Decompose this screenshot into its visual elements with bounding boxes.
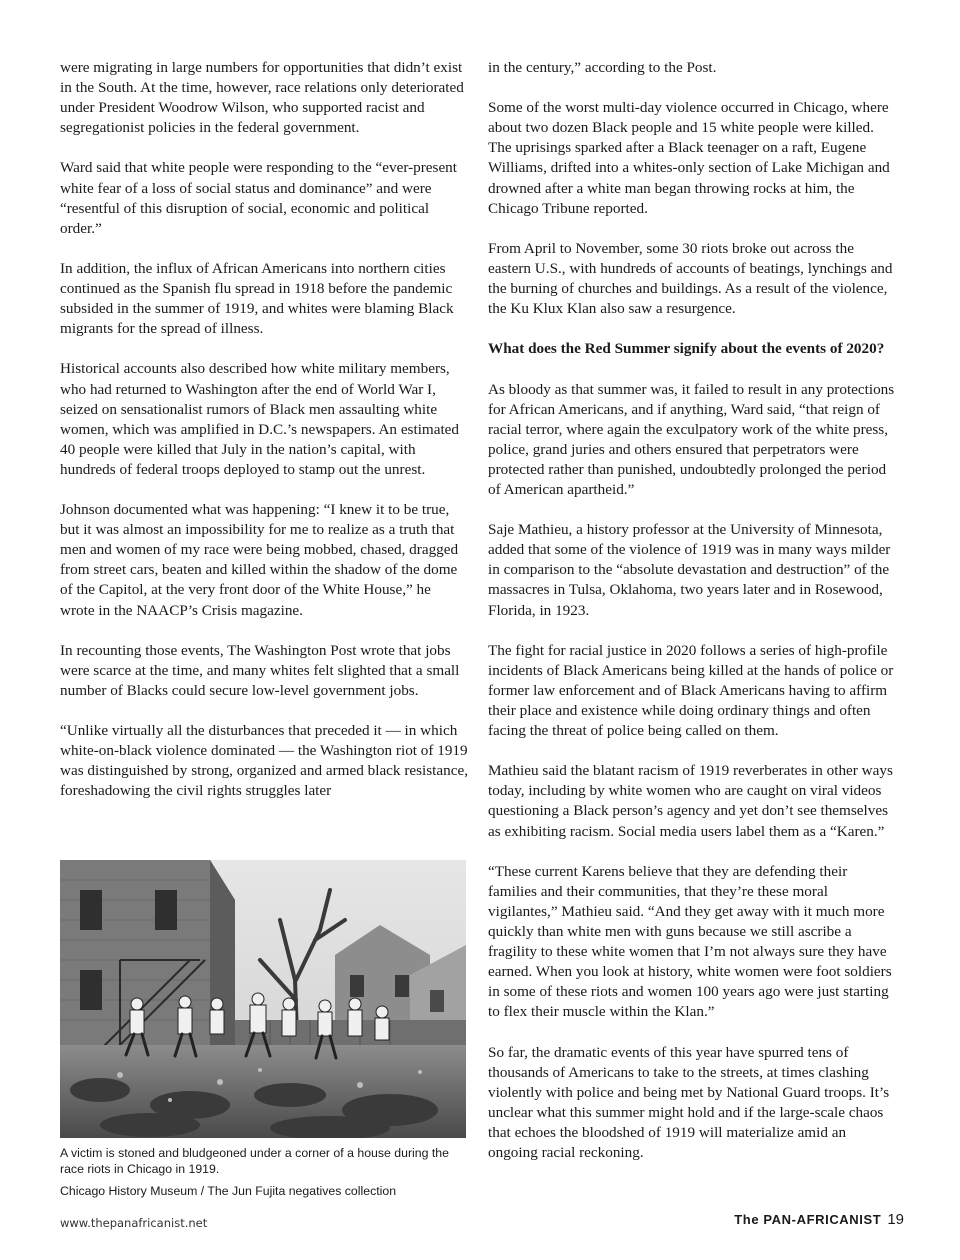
body-paragraph: Saje Mathieu, a history professor at the University of Minnesota, added that some of the violence of 1919 was in many ways milder in comparison to the “absolute devastation and destruction” of the massacres in Tulsa, Oklahoma, two years later and in Rosewood, Florida, in 1923.: [488, 521, 891, 619]
section-heading: What does the Red Summer signify about the events of 2020?: [488, 340, 885, 358]
body-paragraph: As bloody as that summer was, it failed to result in any protections for African Americans, and if anything, Ward said, “that reign of racial terror, where again the exculpatory work of the white press, police, grand juries and others ensured that perpetrators were protected rather than punished, undoubtedly prolonged the period of American apartheid.”: [488, 380, 895, 498]
riot-scene-image: [60, 860, 466, 1138]
body-paragraph: “Unlike virtually all the disturbances that preceded it — in which white-on-black violence dominated — the Washington riot of 1919 was distinguished by strong, organized and armed black resistance, foreshadowing the civil rights struggles later: [60, 722, 468, 800]
footer-url: www.thepanafricanist.net: [60, 1216, 208, 1230]
left-column: [60, 58, 468, 822]
body-paragraph: In recounting those events, The Washington Post wrote that jobs were scarce at the time, and many whites felt slighted that a small number of Blacks could secure low-level government jobs.: [60, 641, 460, 699]
photo-credit: Chicago History Museum / The Jun Fujita negatives collection: [60, 1184, 397, 1198]
page-number: 19: [887, 1211, 904, 1228]
body-paragraph: Ward said that white people were responding to the “ever-present white fear of a loss of social status and dominance” and were “resentful of this disruption of social, economic and political order.”: [60, 159, 457, 237]
magazine-name: The PAN-AFRICANIST: [734, 1212, 882, 1227]
body-paragraph: Historical accounts also described how white military members, who had returned to Washington after the end of World War I, seized on sensationalist rumors of Black men assaulting white women, which was amplified in D.C.’s newspapers. An estimated 40 people were killed that July in the nation’s capital, with hundreds of federal troops deployed to stamp out the unrest.: [60, 360, 460, 478]
body-paragraph: The fight for racial justice in 2020 follows a series of high-profile incidents of Black Americans being killed at the hands of police or former law enforcement and of Black Americans having to affirm their place and existence while doing ordinary things and often facing the threat of police being called on them.: [488, 641, 894, 740]
body-paragraph: From April to November, some 30 riots broke out across the eastern U.S., with hundreds of accounts of beatings, lynchings and the burning of churches and buildings. As a result of the violence, the Ku Klux Klan also saw a resurgence.: [488, 239, 893, 318]
footer-masthead: [734, 1211, 904, 1228]
right-column: [488, 58, 896, 1183]
body-paragraph: Some of the worst multi-day violence occurred in Chicago, where about two dozen Black people and 15 white people were killed. The uprisings sparked after a Black teenager on a raft, Eugene Williams, drifted into a whites-only section of Lake Michigan and drowned after a white man began throwing rocks at him, the Chicago Tribune reported.: [488, 99, 890, 217]
body-paragraph: were migrating in large numbers for opportunities that didn’t exist in the South. At the time, however, race relations only deteriorated under President Woodrow Wilson, who supported racist and segregationist policies in the federal government.: [60, 59, 464, 137]
body-paragraph: So far, the dramatic events of this year have spurred tens of thousands of Americans to take to the streets, at times clashing violently with police and being met by National Guard troops. It’s unclear what this summer might hold and if the large-scale chaos that echoes the bloodshed of 1919 will materialize amid an ongoing racial reckoning.: [488, 1043, 890, 1162]
body-paragraph: “These current Karens believe that they are defending their families and their communities, that they’re these moral vigilantes,” Mathieu said. “And they get away with it much more quickly than white men with guns because we still ascribe a fragility to these white women that I’m not always sure they have earned. When you look at history, white women were foot soldiers in some of these riots and women 100 years ago were just starting to flex their muscle within the Klan.”: [488, 862, 892, 1021]
historical-photo: [60, 860, 466, 1138]
body-paragraph: In addition, the influx of African Americans into northern cities continued as the Spanish flu spread in 1918 before the pandemic subsided in the summer of 1919, and whites were blaming Black migrants for the spread of illness.: [60, 259, 454, 338]
body-paragraph: in the century,” according to the Post.: [488, 59, 717, 76]
body-paragraph: Johnson documented what was happening: “I knew it to be true, but it was almost an impossibility for me to realize as a truth that men and women of my race were being mobbed, chased, dragged from street cars, beaten and killed within the shadow of the dome of the Capitol, at the very front door of the White House,” he wrote in the NAACP’s Crisis magazine.: [60, 501, 459, 619]
body-paragraph: Mathieu said the blatant racism of 1919 reverberates in other ways today, including by white women who are caught on viral videos questioning a Black person’s agency and yet don’t see themselves as exhibiting racism. Social media users label them as a “Karen.”: [488, 762, 893, 840]
photo-caption: A victim is stoned and bludgeoned under a corner of a house during the race riots in Chicago in 1919.: [60, 1146, 449, 1176]
